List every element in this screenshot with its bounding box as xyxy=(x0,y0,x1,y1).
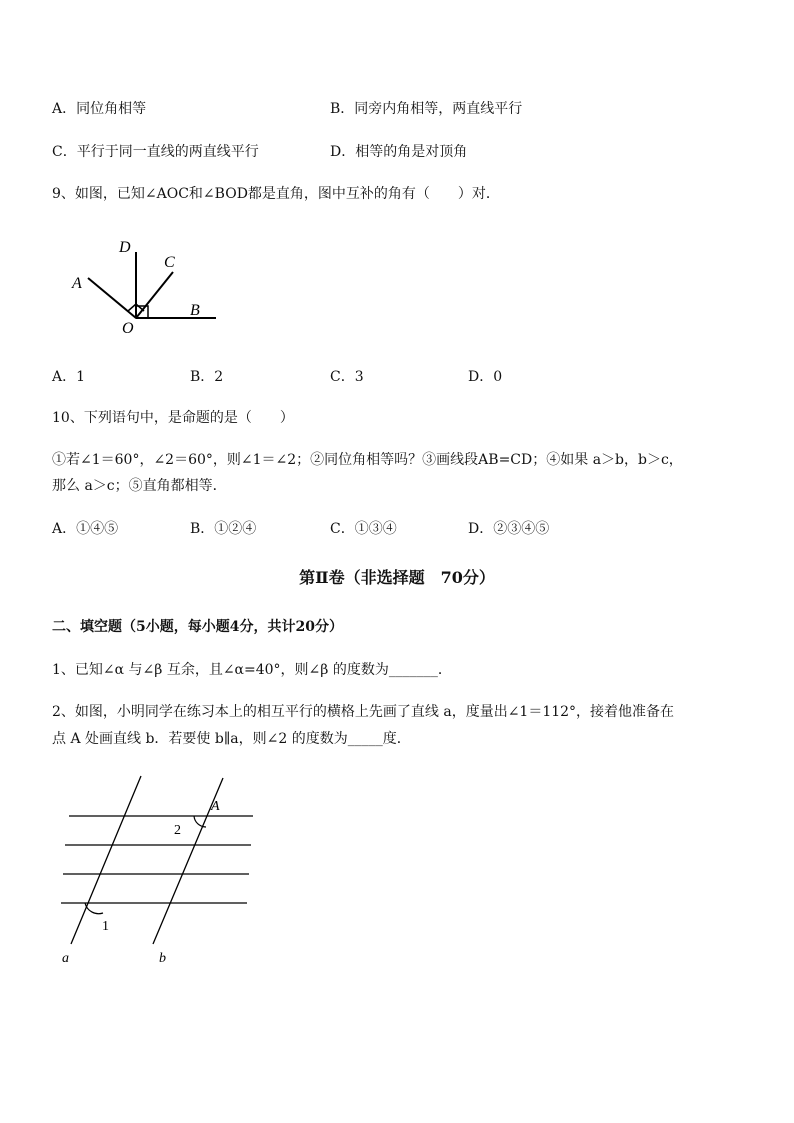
q10-option-b: B．①②④ xyxy=(190,521,257,537)
part2-title: 第Ⅱ卷（非选择题 70分） xyxy=(299,568,495,587)
fill2-line2: 点 A 处画直线 b．若要使 b∥a，则∠2 的度数为_____度． xyxy=(52,731,411,747)
label-line-a: a xyxy=(62,951,69,966)
q10-body-line1: ①若∠1＝60°，∠2＝60°，则∠1＝∠2；②同位角相等吗？③画线段AB=CD；④如果 a＞b，b＞c， xyxy=(52,452,683,468)
q8-option-d: D．相等的角是对顶角 xyxy=(330,144,468,160)
label-c: C xyxy=(164,254,175,271)
part2-section-heading: 二、填空题（5小题，每小题4分，共计20分） xyxy=(52,619,343,635)
q8-option-b: B．同旁内角相等，两直线平行 xyxy=(330,101,523,117)
ray-oa xyxy=(88,278,136,318)
label-point-a: A xyxy=(211,799,220,814)
q10-stem: 10、下列语句中，是命题的是（ ） xyxy=(52,410,294,426)
q9-stem: 9、如图，已知∠AOC和∠BOD都是直角，图中互补的角有（ ）对． xyxy=(52,186,500,202)
label-line-b: b xyxy=(159,951,166,966)
q8-option-a: A．同位角相等 xyxy=(52,101,147,117)
label-b: B xyxy=(190,302,200,319)
ray-oc xyxy=(136,272,173,318)
q9-angle-figure xyxy=(60,230,230,345)
q9-option-d: D．0 xyxy=(468,369,503,385)
q9-option-c: C．3 xyxy=(330,369,364,385)
fill2-parallel-lines-figure xyxy=(55,770,260,970)
q8-option-c: C．平行于同一直线的两直线平行 xyxy=(52,144,259,160)
q10-body-line2: 那么 a＞c；⑤直角都相等． xyxy=(52,478,227,494)
q10-option-d: D．②③④⑤ xyxy=(468,521,550,537)
label-angle-1: 1 xyxy=(102,919,109,934)
label-a: A xyxy=(72,275,82,292)
label-d: D xyxy=(119,239,131,256)
q9-option-a: A．1 xyxy=(52,369,86,385)
q9-option-b: B．2 xyxy=(190,369,224,385)
fill1-text: 1、已知∠α 与∠β 互余，且∠α=40°，则∠β 的度数为_______． xyxy=(52,662,452,678)
q10-option-a: A．①④⑤ xyxy=(52,521,119,537)
q10-option-c: C．①③④ xyxy=(330,521,397,537)
fill2-line1: 2、如图，小明同学在练习本上的相互平行的横格上先画了直线 a，度量出∠1＝112°，接着他准备在 xyxy=(52,704,675,720)
label-angle-2: 2 xyxy=(174,823,181,838)
label-o: O xyxy=(122,320,134,337)
